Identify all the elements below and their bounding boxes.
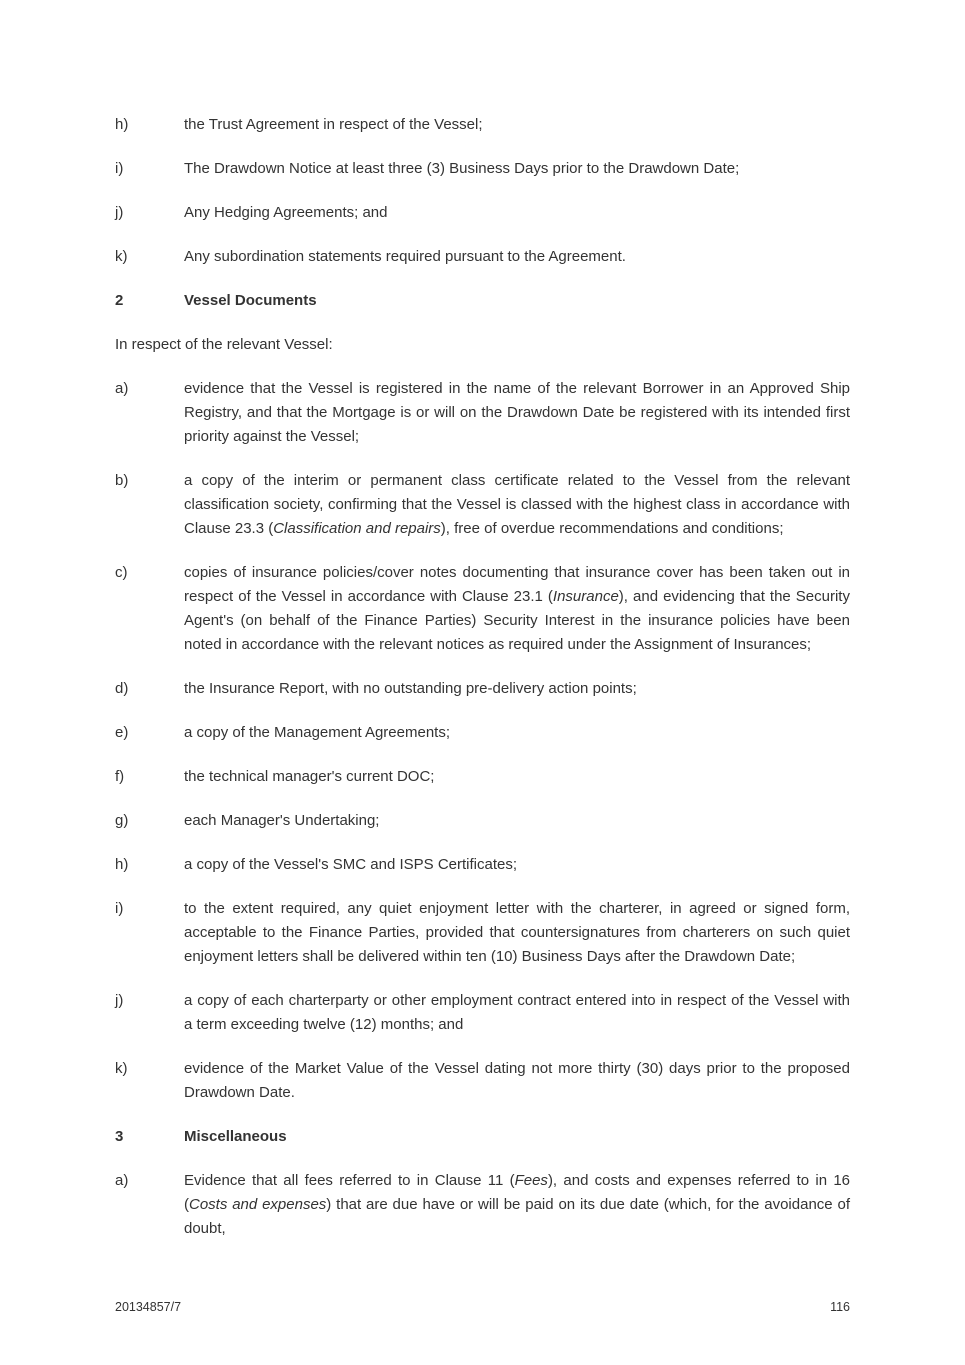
- list-item: [115, 377, 850, 449]
- section-number: 3: [115, 1128, 124, 1145]
- document-body: [115, 113, 850, 1241]
- list-item: [115, 989, 850, 1037]
- list-item: [115, 677, 850, 701]
- section-title: Vessel Documents: [184, 292, 317, 309]
- list-item: [115, 201, 850, 225]
- italic-text: Costs and expenses: [189, 1196, 327, 1213]
- item-text: [184, 561, 850, 657]
- item-label: k): [115, 248, 128, 265]
- item-label: a): [115, 380, 129, 397]
- document-page: [115, 113, 850, 1261]
- text-run: Any subordination statements required pursuant to the Agreement.: [184, 248, 626, 265]
- item-label: j): [115, 992, 124, 1009]
- item-text: [184, 989, 850, 1037]
- list-item: [115, 157, 850, 181]
- item-text: [184, 377, 850, 449]
- text-run: the Insurance Report, with no outstanding pre-delivery action points;: [184, 680, 637, 697]
- item-label: h): [115, 856, 129, 873]
- item-label: j): [115, 204, 124, 221]
- item-label: h): [115, 116, 129, 133]
- page-footer: [115, 1298, 850, 1316]
- italic-text: Insurance: [552, 588, 619, 605]
- item-label: a): [115, 1172, 129, 1189]
- list-item: [115, 113, 850, 137]
- text-run: evidence of the Market Value of the Vessel dating not more thirty (30) days prior to the proposed Drawdown Date.: [184, 1060, 850, 1101]
- section-heading: [115, 1125, 850, 1149]
- list-item: [115, 809, 850, 833]
- item-text: [184, 1057, 850, 1105]
- item-label: d): [115, 680, 129, 697]
- text-run: a copy of the Management Agreements;: [184, 724, 450, 741]
- list-item: [115, 853, 850, 877]
- item-label: k): [115, 1060, 128, 1077]
- text-run: The Drawdown Notice at least three (3) Business Days prior to the Drawdown Date;: [184, 160, 740, 177]
- text-run: ), free of overdue recommendations and conditions;: [440, 520, 784, 537]
- italic-text: Classification and repairs: [273, 520, 441, 537]
- text-run: each Manager's Undertaking;: [184, 812, 380, 829]
- item-text: [184, 245, 850, 269]
- list-item: [115, 469, 850, 541]
- list-item: [115, 561, 850, 657]
- item-text: [184, 157, 850, 181]
- item-label: f): [115, 768, 125, 785]
- text-run: ) that are due have or will be paid on its due date (which, for the avoidance of doubt,: [184, 1196, 850, 1237]
- item-text: [184, 721, 850, 745]
- list-item: [115, 721, 850, 745]
- text-run: Any Hedging Agreements; and: [184, 204, 388, 221]
- item-text: [184, 469, 850, 541]
- text-run: copies of insurance policies/cover notes documenting that insurance cover has been taken out in respect of the Vessel in accordance with Clause 23.1 (: [184, 564, 850, 605]
- item-text: [184, 809, 850, 833]
- footer-page-number: 116: [830, 1300, 850, 1314]
- item-label: g): [115, 812, 129, 829]
- text-run: the technical manager's current DOC;: [184, 768, 435, 785]
- text-run: to the extent required, any quiet enjoyment letter with the charterer, in agreed or signed form, acceptable to the Finance Parties, provided that countersignatures from charterers on such quiet enjoyment letters shall be delivered within ten (10) Business Days after the Drawdown Date;: [184, 900, 850, 965]
- section-title: Miscellaneous: [184, 1128, 287, 1145]
- text-run: the Trust Agreement in respect of the Vessel;: [184, 116, 483, 133]
- section-heading: [115, 289, 850, 313]
- item-label: i): [115, 160, 124, 177]
- list-item: [115, 1057, 850, 1105]
- text-run: ), and evidencing that the Security Agent's (on behalf of the Finance Parties) Security Interest in the insurance policies have been noted in accordance with the relevant notices as required under the Assignment of Insurances;: [184, 588, 850, 653]
- paragraph: [115, 333, 850, 357]
- item-text: [184, 677, 850, 701]
- text-run: a copy of the Vessel's SMC and ISPS Certificates;: [184, 856, 518, 873]
- text-run: evidence that the Vessel is registered in the name of the relevant Borrower in an Approved Ship Registry, and that the Mortgage is or will on the Drawdown Date be registered with its intended first priority against the Vessel;: [184, 380, 850, 445]
- item-text: [184, 897, 850, 969]
- item-label: e): [115, 724, 129, 741]
- text-run: a copy of the interim or permanent class certificate related to the Vessel from the relevant classification society, confirming that the Vessel is classed with the highest class in accordance with Clause 23.3 (: [184, 472, 850, 537]
- text-run: ), and costs and expenses referred to in 16 (: [184, 1172, 851, 1213]
- item-label: b): [115, 472, 129, 489]
- list-item: [115, 245, 850, 269]
- italic-text: Fees: [514, 1172, 548, 1189]
- text-run: a copy of each charterparty or other employment contract entered into in respect of the Vessel with a term exceeding twelve (12) months; and: [184, 992, 850, 1033]
- list-item: [115, 1169, 850, 1241]
- item-label: c): [115, 564, 128, 581]
- list-item: [115, 897, 850, 969]
- item-text: [184, 1169, 850, 1241]
- item-text: [184, 765, 850, 789]
- text-run: Evidence that all fees referred to in Clause 11 (: [184, 1172, 515, 1189]
- item-text: [184, 201, 850, 225]
- item-label: i): [115, 900, 124, 917]
- item-text: [184, 113, 850, 137]
- footer-doc-ref: 20134857/7: [115, 1300, 182, 1314]
- text-run: In respect of the relevant Vessel:: [115, 336, 333, 353]
- item-text: [184, 853, 850, 877]
- section-number: 2: [115, 292, 124, 309]
- list-item: [115, 765, 850, 789]
